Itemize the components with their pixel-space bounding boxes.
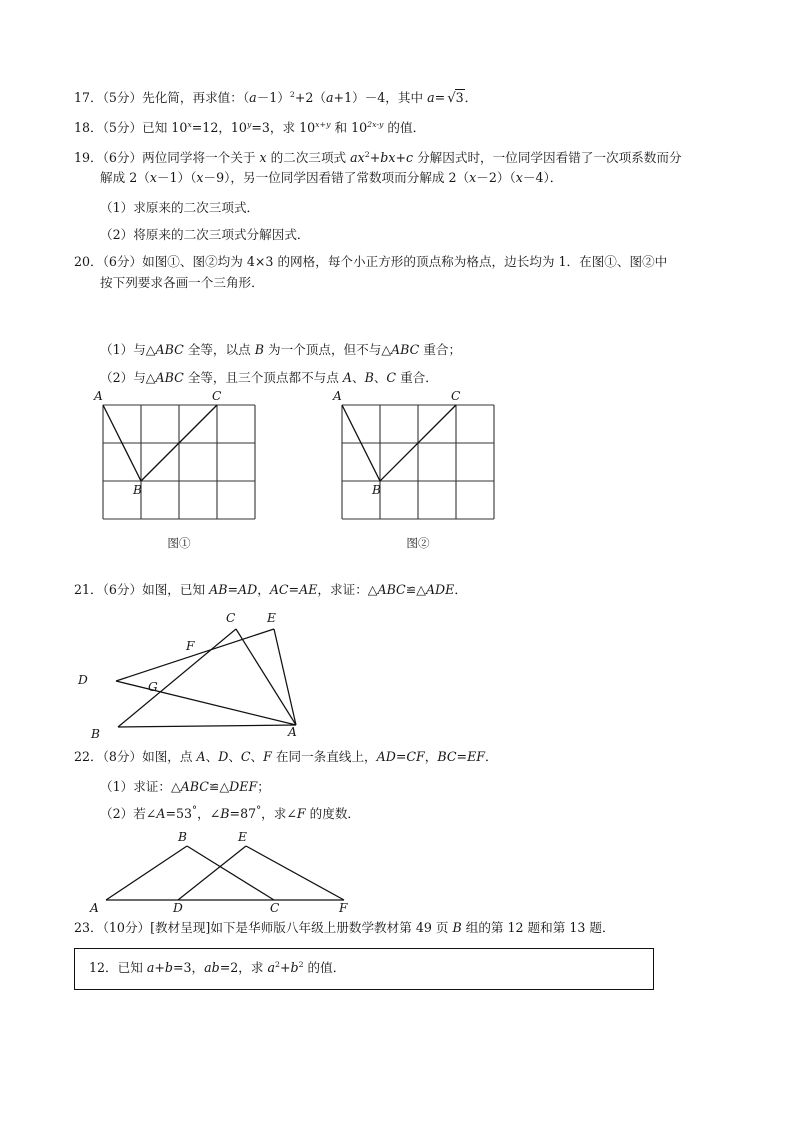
q18-text: 18．（5分）已知 $10^x=12$，$10^y=3$，求 $10^{x+y}$ 和 $10^{2x-y}$ 的值．	[74, 120, 426, 136]
q22-label-C: C	[270, 900, 280, 915]
q20-line-2: 按下列要求各画一个三角形．	[100, 274, 264, 290]
q21-label-G: G	[148, 680, 158, 695]
q19-line-1: 19．（6分）两位同学将一个关于 x 的二次三项式 $ax^2+bx+c$ 分解因式时，一位同学因看错了一次项系数而分	[74, 149, 682, 165]
q22-svg	[94, 829, 394, 914]
page-content	[74, 88, 722, 990]
question-18	[74, 118, 722, 138]
q21-label-D: D	[78, 673, 88, 688]
grid2-label-C: C	[451, 388, 461, 403]
q20-figures	[74, 388, 722, 562]
grid2-caption: 图②	[406, 535, 430, 550]
excerpt-item-12: 12．已知 a+b=3，ab=2，求 $a^2+b^2$ 的值．	[89, 959, 346, 975]
grid1-label-B: B	[133, 482, 142, 497]
q20-sub-2: （2）与△ABC 全等，且三个顶点都不与点 A、B、C 重合．	[100, 369, 438, 385]
q21-label-B: B	[91, 727, 100, 742]
q21-svg	[96, 609, 356, 741]
q22-sub-1: （1）求证：△ABC≌△DEF；	[100, 778, 270, 794]
question-23	[74, 918, 722, 938]
q21-label-E: E	[267, 611, 276, 626]
q22-label-F: F	[339, 900, 348, 915]
q22-sub-2: （2）若∠A=53°，∠B=87°，求∠F 的度数．	[100, 804, 361, 822]
q20-line-1: 20．（6分）如图①、图②均为 4×3 的网格，每个小正方形的顶点称为格点，边长均为 1．在图①、图②中	[74, 254, 668, 270]
grid1-label-A: A	[94, 388, 103, 403]
question-22	[74, 747, 722, 767]
q21-figure	[74, 609, 722, 741]
grid2-label-B: B	[372, 482, 381, 497]
q20-sub-1: （1）与△ABC 全等，以点 B 为一个顶点，但不与△ABC 重合；	[100, 342, 462, 358]
q22-label-E: E	[238, 829, 247, 844]
grid-svg-1	[100, 402, 264, 528]
q22-label-B: B	[178, 829, 187, 844]
question-17	[74, 88, 722, 109]
q23-textbook-excerpt	[74, 948, 654, 990]
q22-label-D: D	[173, 900, 183, 915]
question-20	[74, 252, 722, 293]
q22-text: 22．（8分）如图，点 A、D、C、F 在同一条直线上，AD=CF，BC=EF．	[74, 749, 498, 765]
q21-label-A: A	[288, 725, 297, 740]
grid-svg-2	[339, 402, 503, 528]
q20-figure-1	[94, 388, 264, 551]
q22-figure	[74, 829, 722, 915]
q19-sub-2: （2）将原来的二次三项式分解因式．	[100, 227, 310, 242]
grid1-label-C: C	[212, 388, 222, 403]
question-19	[74, 148, 722, 189]
q20-figure-2	[333, 388, 503, 551]
q19-sub-1: （1）求原来的二次三项式．	[100, 199, 260, 215]
q17-text: 17．（5分）先化简，再求值：$(a-1)^2+2(a+1)-4$，其中 a= √3．	[74, 89, 478, 106]
question-21	[74, 580, 722, 600]
q22-label-A: A	[90, 900, 99, 915]
q19-line-2: 解成 2（x－1）（x－9），另一位同学因看错了常数项而分解成 2（x－2）（x－4）．	[100, 170, 563, 186]
q21-label-C: C	[226, 611, 236, 626]
q21-text: 21．（6分）如图，已知 AB=AD，AC=AE，求证：△ABC≌△ADE．	[74, 581, 467, 597]
grid2-label-A: A	[333, 388, 342, 403]
q23-text: 23．（10分）[教材呈现]如下是华师版八年级上册数学教材第 49 页 B 组的第 12 题和第 13 题．	[74, 919, 615, 935]
grid1-caption: 图①	[167, 535, 191, 550]
q21-label-F: F	[186, 639, 195, 654]
